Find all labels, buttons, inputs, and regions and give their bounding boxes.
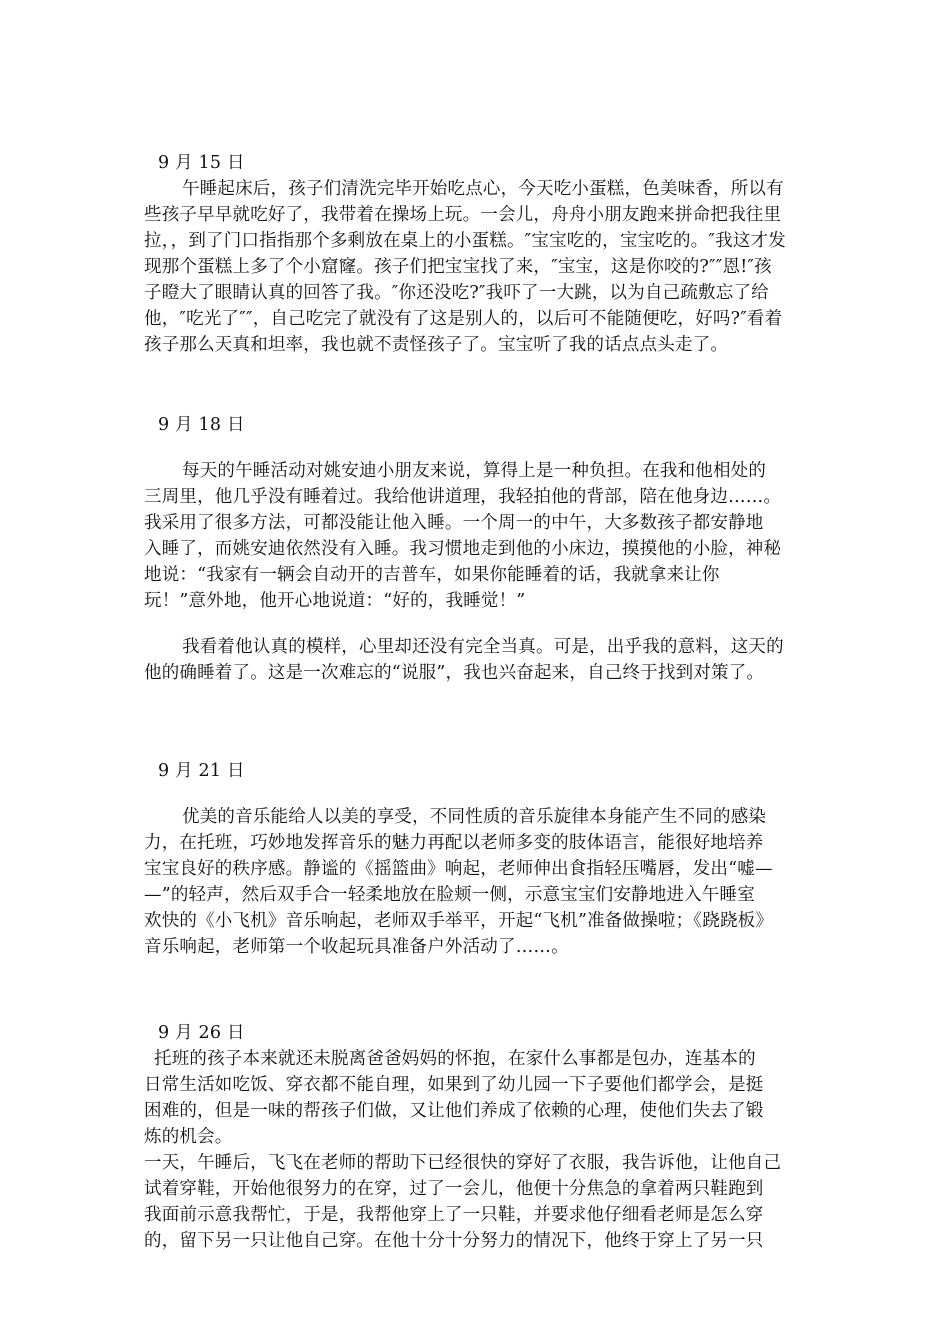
text-line: 炼的机会。: [144, 1127, 233, 1147]
text-line: 的，留下另一只让他自己穿。在他十分十分努力的情况下，他终于穿上了另一只: [144, 1231, 764, 1251]
text-line: 子瞪大了眼睛认真的回答了我。″你还没吃?″我吓了一大跳，以为自己疏敷忘了给: [144, 283, 769, 303]
text-line: 试着穿鞋，开始他很努力的在穿，过了一会儿，他便十分焦急的拿着两只鞋跑到: [144, 1179, 764, 1199]
text-line: 地说：“我家有一辆会自动开的吉普车，如果你能睡着的话，我就拿来让你: [144, 565, 720, 585]
text-line: 力，在托班，巧妙地发挥音乐的魅力再配以老师多变的肢体语言，能很好地培养: [144, 833, 764, 853]
text-line: 他的确睡着了。这是一次难忘的“说服”，我也兴奋起来，自己终于找到对策了。: [144, 663, 765, 683]
text-line: 我面前示意我帮忙，于是，我帮他穿上了一只鞋，并要求他仔细看老师是怎么穿: [144, 1205, 764, 1225]
text-line: 宝宝良好的秩序感。静谧的《摇篮曲》响起，老师伸出食指轻压嘴唇，发出“嘘—: [144, 859, 773, 879]
text-line: 三周里，他几乎没有睡着过。我给他讲道理，我轻拍他的背部，陪在他身边……。: [144, 487, 782, 507]
text-line: 他，″吃光了″″，自己吃完了就没有了这是别人的，以后可不能随便吃，好吗?″看着: [144, 309, 783, 329]
entry-sep-26: [144, 1020, 808, 1254]
entry-sep-15: [144, 150, 808, 358]
text-line: 玩！”意外地，他开心地说道：“好的，我睡觉！”: [144, 591, 526, 611]
entry-date: 9 月 18 日: [158, 415, 245, 435]
text-line: 一天，午睡后，飞飞在老师的帮助下已经很快的穿好了衣服，我告诉他，让他自己: [144, 1153, 782, 1173]
text-line: 我采用了很多方法，可都没能让他入睡。一个周一的中午，大多数孩子都安静地: [144, 513, 764, 533]
entry-date: 9 月 21 日: [158, 761, 245, 781]
text-line: 现那个蛋糕上多了个小窟窿。孩子们把宝宝找了来，″宝宝，这是你咬的?″″恩!″孩: [144, 257, 772, 277]
text-line: 些孩子早早就吃好了，我带着在操场上玩。一会儿，舟舟小朋友跑来拼命把我往里: [144, 205, 782, 225]
text-line: 拉，，到了门口指指那个多剩放在桌上的小蛋糕。″宝宝吃的，宝宝吃的。″我这才发: [144, 231, 786, 251]
entry-date: 9 月 15 日: [158, 153, 245, 173]
text-line: 日常生活如吃饭、穿衣都不能自理，如果到了幼儿园一下子要他们都学会，是挺: [144, 1075, 764, 1095]
entry-sep-21: [144, 758, 808, 960]
text-line: 午睡起床后，孩子们清洗完毕开始吃点心，今天吃小蛋糕，色美味香，所以有: [182, 179, 784, 199]
entry-sep-18: [144, 412, 808, 686]
entry-date: 9 月 26 日: [158, 1023, 245, 1043]
text-line: —”的轻声，然后双手合一轻柔地放在脸颊一侧，示意宝宝们安静地进入午睡室: [144, 885, 755, 905]
text-line: 托班的孩子本来就还未脱离爸爸妈妈的怀抱，在家什么事都是包办，连基本的: [154, 1049, 756, 1069]
text-line: 欢快的《小飞机》音乐响起，老师双手举平，开起“飞机”准备做操啦；《跷跷板》: [144, 911, 774, 931]
text-line: 每天的午睡活动对姚安迪小朋友来说，算得上是一种负担。在我和他相处的: [182, 461, 767, 481]
text-line: 困难的，但是一味的帮孩子们做，又让他们养成了依赖的心理，使他们失去了锻: [144, 1101, 764, 1121]
text-line: 我看着他认真的模样，心里却还没有完全当真。可是，出乎我的意料，这天的: [182, 637, 784, 657]
document-page: [144, 150, 808, 1254]
text-line: 音乐响起，老师第一个收起玩具准备户外活动了……。: [144, 937, 569, 957]
text-line: 孩子那么天真和坦率，我也就不责怪孩子了。宝宝听了我的话点点头走了。: [144, 335, 729, 355]
text-line: 优美的音乐能给人以美的享受，不同性质的音乐旋律本身能产生不同的感染: [182, 807, 767, 827]
text-line: 入睡了，而姚安迪依然没有入睡。我习惯地走到他的小床边，摸摸他的小脸，神秘: [144, 539, 782, 559]
